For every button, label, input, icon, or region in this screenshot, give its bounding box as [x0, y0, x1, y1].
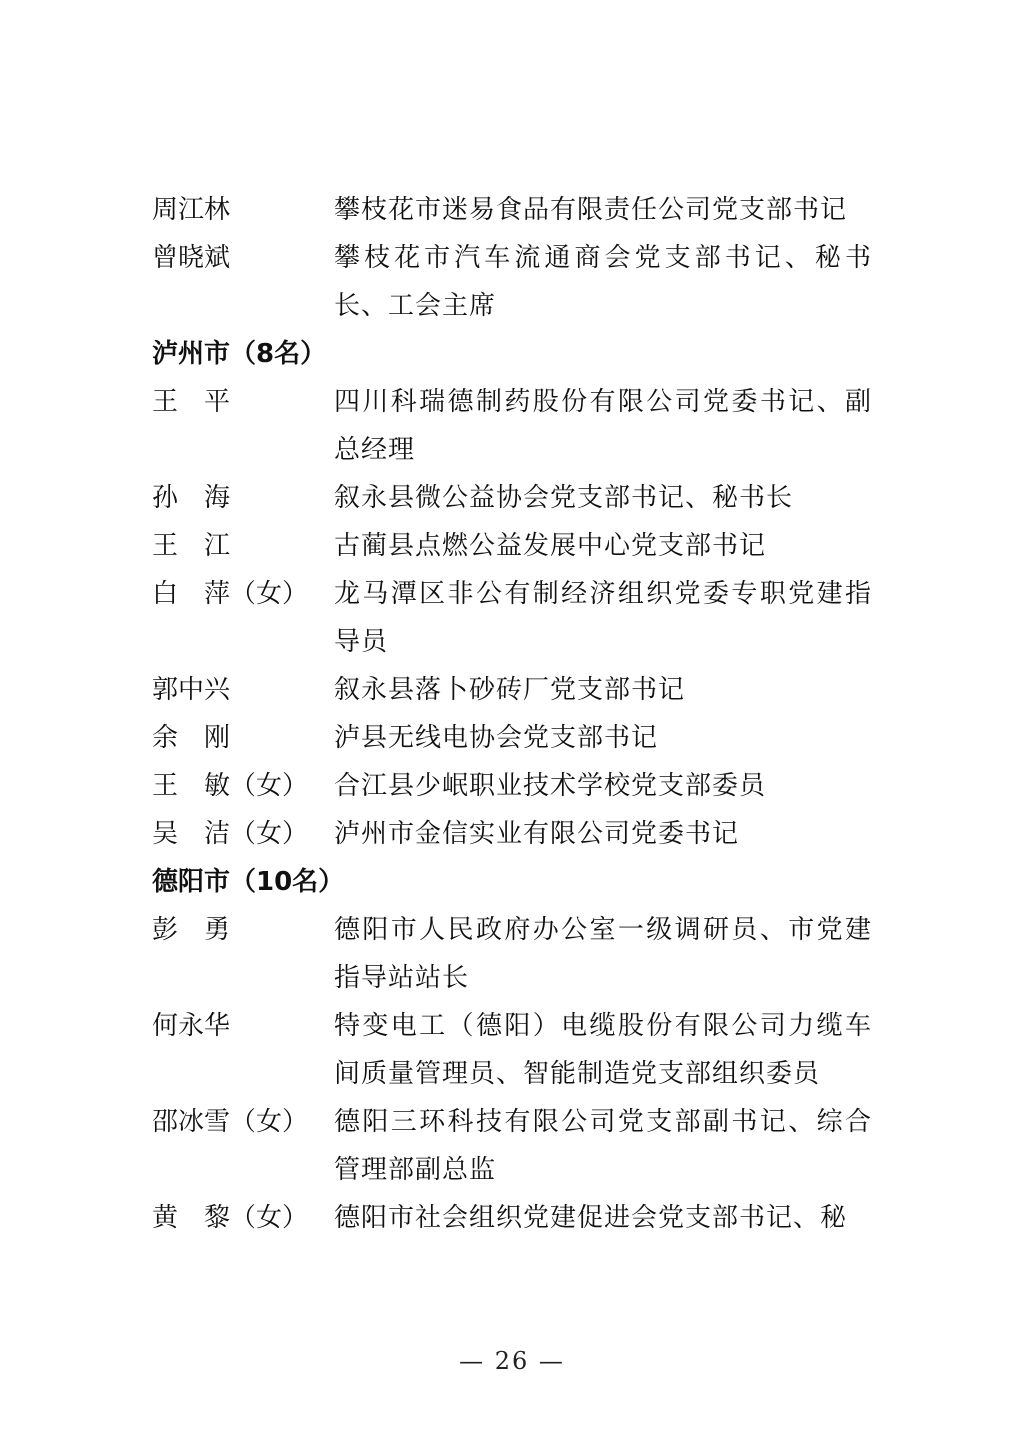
list-entry — [152, 234, 882, 330]
list-entry — [152, 666, 882, 714]
name-list — [152, 186, 882, 1242]
person-name: 白 萍（女） — [152, 579, 309, 609]
list-entry — [152, 474, 882, 522]
list-entry — [152, 1098, 882, 1194]
person-position: 叙永县微公益协会党支部书记、秘书长 — [334, 483, 794, 513]
person-name: 余 刚 — [152, 723, 231, 753]
person-position: 龙马潭区非公有制经济组织党委专职党建指导员 — [334, 579, 872, 657]
section-heading-luzhou: 泸州市（8名） — [152, 339, 327, 369]
person-name: 王 平 — [152, 387, 231, 417]
person-name: 何永华 — [152, 1011, 231, 1041]
person-name: 黄 黎（女） — [152, 1203, 309, 1233]
person-position: 德阳市社会组织党建促进会党支部书记、秘 — [334, 1203, 848, 1233]
person-name: 曾晓斌 — [152, 243, 231, 273]
person-position: 德阳市人民政府办公室一级调研员、市党建指导站站长 — [334, 915, 872, 993]
person-position: 四川科瑞德制药股份有限公司党委书记、副总经理 — [334, 387, 872, 465]
list-entry — [152, 714, 882, 762]
person-name: 周江林 — [152, 195, 231, 225]
person-name: 彭 勇 — [152, 915, 231, 945]
section-heading-deyang: 德阳市（10名） — [152, 867, 345, 897]
list-entry — [152, 570, 882, 666]
list-entry — [152, 810, 882, 858]
list-entry — [152, 522, 882, 570]
list-entry — [152, 762, 882, 810]
person-position: 攀枝花市迷易食品有限责任公司党支部书记 — [334, 195, 848, 225]
person-name: 王 江 — [152, 531, 231, 561]
person-name: 王 敏（女） — [152, 771, 309, 801]
person-name: 孙 海 — [152, 483, 231, 513]
person-position: 泸县无线电协会党支部书记 — [334, 723, 659, 753]
person-name: 郭中兴 — [152, 675, 231, 705]
person-name: 邵冰雪（女） — [152, 1107, 309, 1137]
person-name: 吴 洁（女） — [152, 819, 309, 849]
person-position: 攀枝花市汽车流通商会党支部书记、秘书长、工会主席 — [334, 243, 872, 321]
person-position: 合江县少岷职业技术学校党支部委员 — [334, 771, 767, 801]
person-position: 特变电工（德阳）电缆股份有限公司力缆车间质量管理员、智能制造党支部组织委员 — [334, 1011, 872, 1089]
person-position: 德阳三环科技有限公司党支部副书记、综合管理部副总监 — [334, 1107, 872, 1185]
list-entry — [152, 186, 882, 234]
page-number: — 26 — — [459, 1347, 565, 1375]
person-position: 古蔺县点燃公益发展中心党支部书记 — [334, 531, 767, 561]
list-entry — [152, 378, 882, 474]
person-position: 泸州市金信实业有限公司党委书记 — [334, 819, 740, 849]
list-entry — [152, 906, 882, 1002]
person-position: 叙永县落卜砂砖厂党支部书记 — [334, 675, 686, 705]
list-entry — [152, 1194, 882, 1242]
list-entry — [152, 1002, 882, 1098]
